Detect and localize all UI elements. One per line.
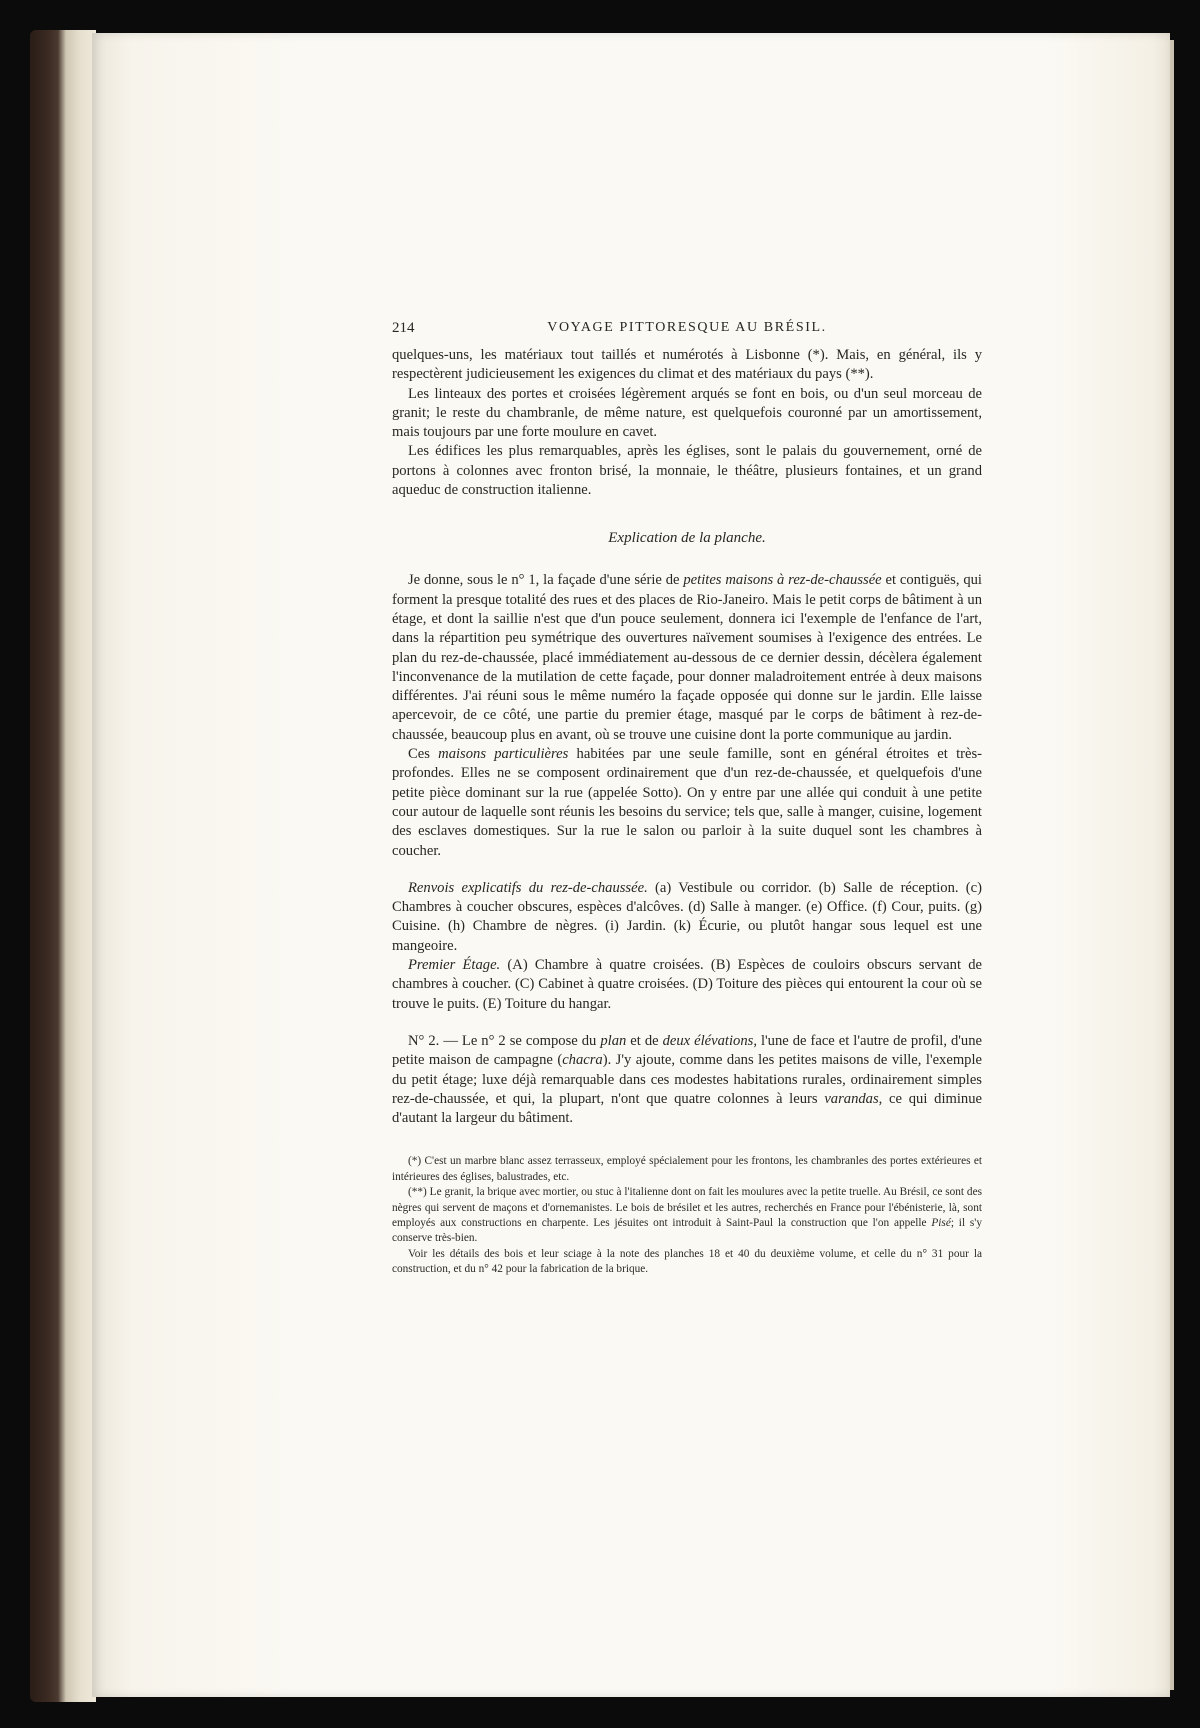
footnote-2: (**) Le granit, la brique avec mortier, ou stuc à l'italienne dont on fait les moulures avec la petite truelle. Au Brésil, ce sont des nègres qui servent de maçons et d'ornemanistes. Le bois de brésilet et les autres, recherchés en France pour l'ébénisterie, là, sont employés aux constructions en charpente. Les jésuites ont introduit à Saint-Paul la construction que l'on appelle Pisé; il s'y conserve très-bien. <box>392 1186 982 1245</box>
book-binding-edge <box>30 30 96 1702</box>
intro-paragraph-2: Les linteaux des portes et croisées légèrement arqués se font en bois, ou d'un seul morceau de granit; le reste du chambranle, de même nature, est quelquefois couronné par un amortissement, mais toujours par une forte moulure en cavet. <box>392 385 982 441</box>
intro-paragraph-1: quelques-uns, les matériaux tout taillés et numérotés à Lisbonne (*). Mais, en général, ils y respectèrent judicieusement les exigences du climat et des matériaux du pays (**). <box>392 347 982 383</box>
running-title: VOYAGE PITTORESQUE AU BRÉSIL. <box>547 320 827 335</box>
body-paragraph-2: Ces maisons particulières habitées par une seule famille, sont en général étroites et très-profondes. Elles ne se composent ordinairement que d'un rez-de-chaussée, et quelquefois d'une petite pièce dominant sur la rue (appelée Sotto). On y entre par une allée qui conduit à une petite cour autour de laquelle sont réunis les besoins du service; tels que, salle à manger, cuisine, logement des esclaves domestiques. Sur la rue le salon ou parloir à la suite duquel sont les chambres à coucher. <box>392 746 983 859</box>
body-paragraph-no2: N° 2. — Le n° 2 se compose du plan et de deux élévations, l'une de face et l'autre de profil, d'une petite maison de campagne (chacra). J'y ajoute, comme dans les petites maisons de ville, l'exemple du petit étage; luxe déjà remarquable dans ces modestes habitations rurales, ordinairement simples rez-de-chaussée, et qui, la plupart, n'ont que quatre colonnes à leurs varandas, ce qui diminue d'autant la largeur du bâtiment. <box>392 1032 983 1127</box>
section-title: Explication de la planche. <box>608 530 766 547</box>
text-block <box>392 320 982 1278</box>
intro-paragraph-3: Les édifices les plus remarquables, après les églises, sont le palais du gouvernement, orné de portons à colonnes avec fronton brisé, la monnaie, le théâtre, plusieurs fontaines, et un grand aqueduc de construction italienne. <box>392 443 982 499</box>
body-paragraph-1: Je donne, sous le n° 1, la façade d'une série de petites maisons à rez-de-chaussée et contiguës, qui forment la presque totalité des rues et des places de Rio-Janeiro. Mais le petit corps de bâtiment à un étage, et dont la saillie n'est que d'un pouce seulement, donnera ici l'exemple de l'enfance de l'art, dans la répartition peu symétrique des ouvertures naïvement soumises à l'exigence des entrées. Le plan du rez-de-chaussée, placé immédiatement au-dessous de ce dernier dessin, décèlera également l'inconvenance de la mutilation de cette façade, pour donner maladroitement entrée à deux maisons différentes. J'ai réuni sous le même numéro la façade opposée qui donne sur le jardin. Elle laisse apercevoir, de ce côté, une partie du premier étage, masqué par le corps de bâtiment à rez-de-chaussée, beaucoup plus en avant, où se trouve une cuisine dont la porte communique au jardin. <box>392 572 982 743</box>
legend-ground-floor: Renvois explicatifs du rez-de-chaussée. (a) Vestibule ou corridor. (b) Salle de réception. (c) Chambres à coucher obscures, espèces d'alcôves. (d) Salle à manger. (e) Office. (f) Cour, puits. (g) Cuisine. (h) Chambre de nègres. (i) Jardin. (k) Écurie, ou plutôt hangar sous lequel est une mangeoire. <box>392 879 982 954</box>
footnote-1: (*) C'est un marbre blanc assez terrasseux, employé spécialement pour les frontons, les chambranles des portes extérieures et intérieures des églises, balustrades, etc. <box>392 1155 982 1183</box>
running-head <box>392 320 982 346</box>
legend-first-floor: Premier Étage. (A) Chambre à quatre croisées. (B) Espèces de couloirs obscurs servant de chambres à coucher. (C) Cabinet à quatre croisées. (D) Toiture des pièces qui entourent la cour où se trouve le puits. (E) Toiture du hangar. <box>392 957 983 1012</box>
footnotes <box>392 1154 982 1277</box>
footnote-3: Voir les détails des bois et leur sciage à la note des planches 18 et 40 du deuxième volume, et celle du n° 31 pour la construction, et du n° 42 pour la fabrication de la brique. <box>392 1247 982 1276</box>
page-number: 214 <box>392 320 415 336</box>
